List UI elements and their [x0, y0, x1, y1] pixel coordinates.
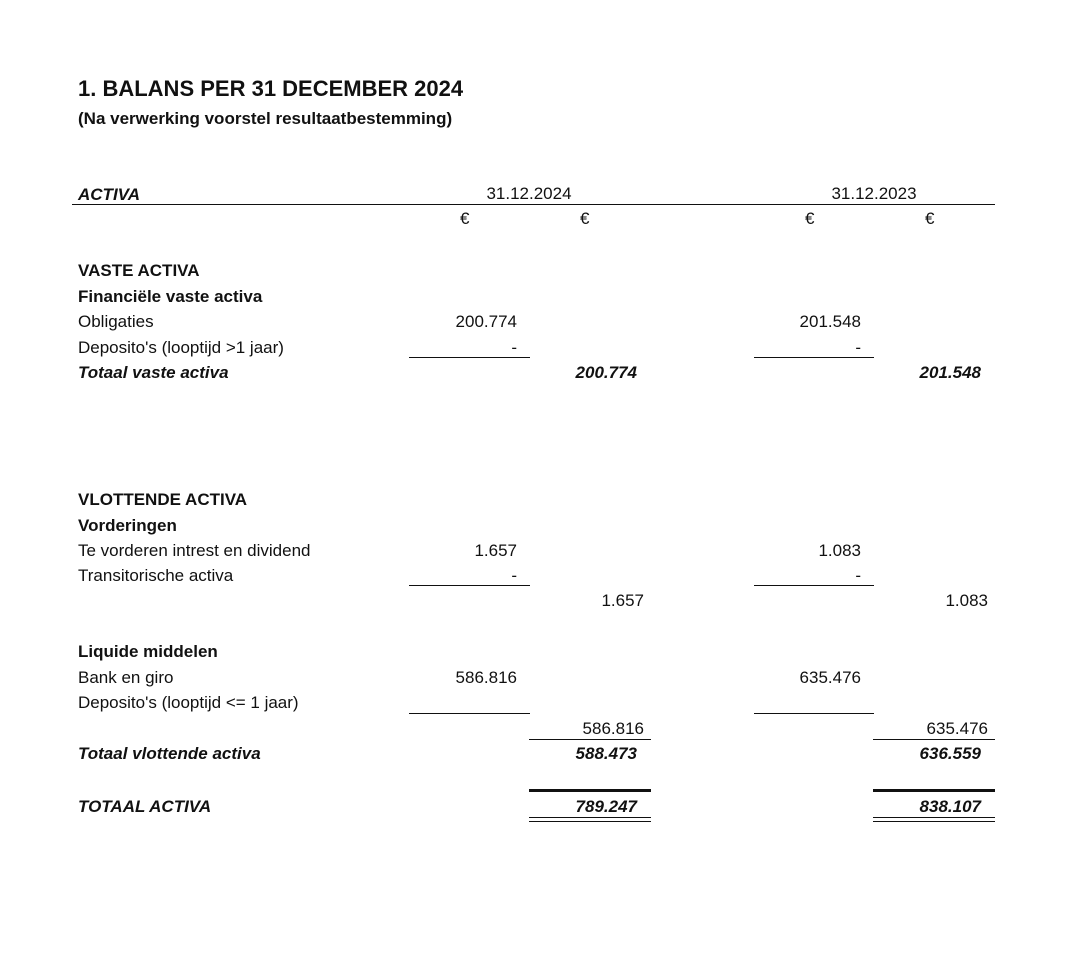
underline-rule [754, 713, 874, 714]
total-rule [529, 789, 651, 792]
double-underline [873, 817, 995, 822]
total-row: Totaal vlottende activa 588.473 636.559 [78, 744, 981, 763]
currency-symbol: € [805, 209, 815, 228]
total-row: Totaal vaste activa 200.774 201.548 [78, 363, 981, 382]
currency-symbol: € [925, 209, 935, 228]
subsection-heading: Vorderingen [78, 516, 177, 535]
currency-symbol: € [460, 209, 470, 228]
total-rule [873, 789, 995, 792]
table-row: Te vorderen intrest en dividend 1.657 1.083 [78, 541, 861, 560]
table-row: Deposito's (looptijd >1 jaar) - - [78, 338, 861, 357]
table-row: Transitorische activa - - [78, 566, 861, 585]
subsection-heading: Liquide middelen [78, 642, 218, 661]
underline-rule [529, 739, 651, 740]
date-current: 31.12.2024 [486, 184, 572, 203]
subsection-heading: Financiële vaste activa [78, 287, 263, 306]
currency-symbol: € [580, 209, 590, 228]
subtotal-row: 1.657 1.083 [601, 591, 988, 610]
underline-rule [409, 357, 530, 358]
underline-rule [754, 585, 874, 586]
table-row: Obligaties 200.774 201.548 [78, 312, 861, 331]
page-subtitle: (Na verwerking voorstel resultaatbestemming) [78, 109, 453, 128]
date-previous: 31.12.2023 [831, 184, 917, 203]
underline-rule [409, 713, 530, 714]
page-title: 1. BALANS PER 31 DECEMBER 2024 [78, 76, 464, 101]
underline-rule [754, 357, 874, 358]
table-row: Bank en giro 586.816 635.476 [78, 668, 861, 687]
section-heading: VLOTTENDE ACTIVA [78, 490, 248, 509]
underline-rule [409, 585, 530, 586]
underline-rule [873, 739, 995, 740]
section-heading: VASTE ACTIVA [78, 261, 200, 280]
subtotal-row: 586.816 635.476 [582, 719, 988, 738]
double-underline [529, 817, 651, 822]
table-row: Deposito's (looptijd <= 1 jaar) [78, 693, 299, 712]
grand-total-row: TOTAAL ACTIVA 789.247 838.107 [78, 797, 981, 816]
section-label-activa: ACTIVA [78, 185, 141, 204]
header-rule [72, 204, 995, 205]
